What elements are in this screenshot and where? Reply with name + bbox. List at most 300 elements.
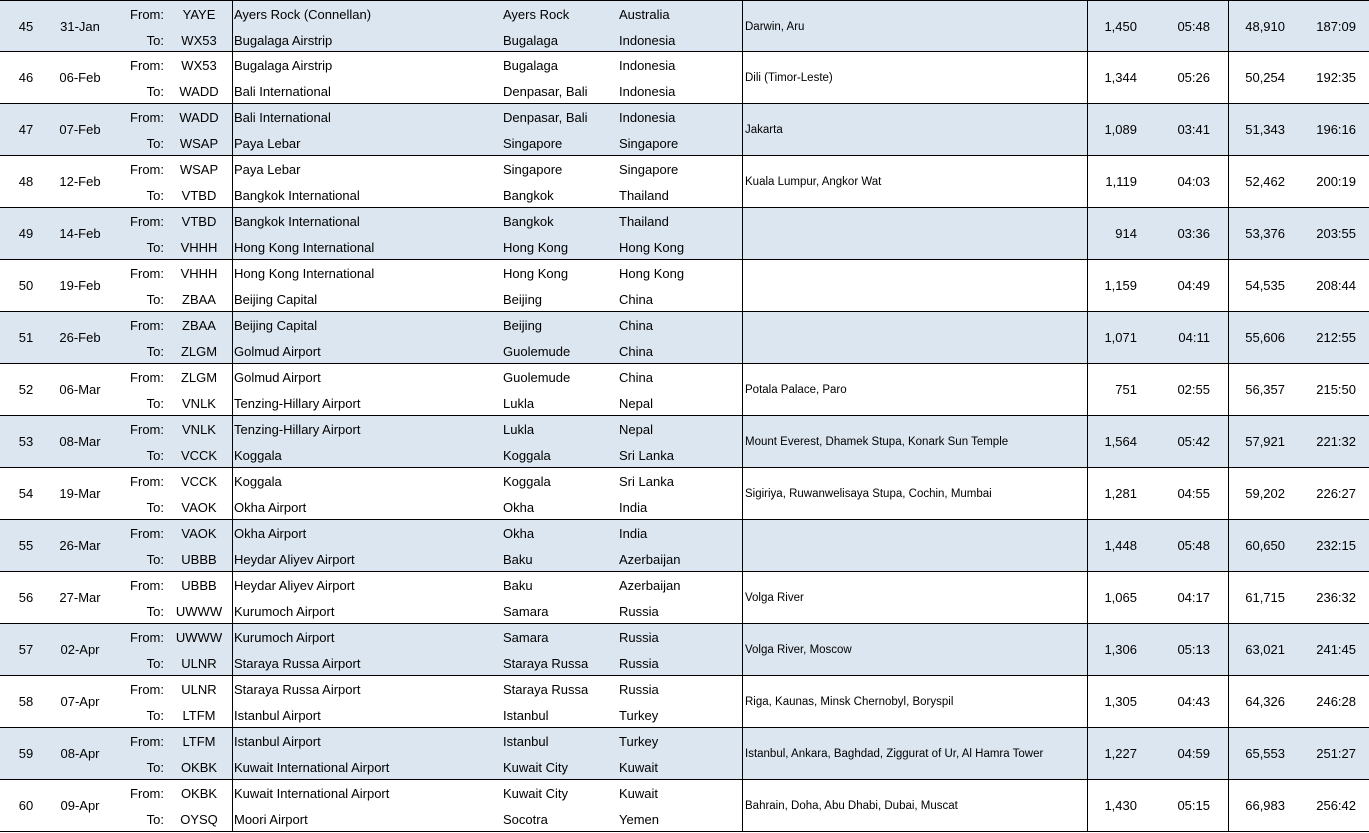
to-icao-code: ULNR: [181, 656, 217, 671]
sights-en-route: Riga, Kaunas, Minsk Chernobyl, Boryspil: [745, 696, 954, 708]
to-country: Russia: [619, 604, 659, 619]
from-airport-name: Heydar Aliyev Airport: [234, 578, 355, 593]
leg-time: 04:43: [1177, 694, 1210, 709]
total-time: 215:50: [1316, 382, 1356, 397]
from-icao-code: YAYE: [182, 7, 216, 22]
sights-en-route: Bahrain, Doha, Abu Dhabi, Dubai, Muscat: [745, 800, 958, 812]
column-divider: [1087, 572, 1088, 623]
to-airport-name: Istanbul Airport: [234, 708, 321, 723]
leg-distance: 1,281: [1104, 486, 1137, 501]
total-time: 187:09: [1316, 19, 1356, 34]
from-icao-code: WSAP: [179, 162, 219, 177]
leg-distance: 1,305: [1104, 694, 1137, 709]
from-label: From:: [130, 474, 164, 489]
column-divider: [1087, 416, 1088, 467]
column-divider: [232, 520, 233, 571]
leg-date: 08-Mar: [59, 434, 101, 449]
column-divider: [742, 728, 743, 779]
from-airport-name: Tenzing-Hillary Airport: [234, 422, 361, 437]
column-divider: [232, 312, 233, 363]
from-airport-name: Staraya Russa Airport: [234, 682, 361, 697]
to-icao-code: ZBAA: [182, 292, 216, 307]
total-time: 256:42: [1316, 798, 1356, 813]
total-distance: 65,553: [1245, 746, 1285, 761]
from-label: From:: [130, 318, 164, 333]
from-icao-code: OKBK: [180, 786, 218, 801]
to-country: Sri Lanka: [619, 448, 674, 463]
from-icao-code: VAOK: [181, 526, 217, 541]
column-divider: [742, 624, 743, 675]
leg-time: 04:17: [1177, 590, 1210, 605]
total-distance: 54,535: [1245, 278, 1285, 293]
leg-number: 53: [18, 434, 34, 449]
leg-date: 26-Mar: [59, 538, 101, 553]
from-label: From:: [130, 58, 164, 73]
from-country: Indonesia: [619, 58, 676, 73]
to-airport-name: Kurumoch Airport: [234, 604, 335, 619]
to-city: Baku: [503, 552, 533, 567]
from-airport-name: Kuwait International Airport: [234, 786, 390, 801]
from-airport-name: Ayers Rock (Connellan): [234, 7, 372, 22]
total-time: 192:35: [1316, 70, 1356, 85]
leg-number: 55: [18, 538, 34, 553]
to-airport-name: Moori Airport: [234, 812, 308, 827]
leg-time: 04:55: [1177, 486, 1210, 501]
table-row: [0, 728, 1369, 780]
from-icao-code: WX53: [181, 58, 217, 73]
table-row: [0, 364, 1369, 416]
from-city: Bangkok: [503, 214, 554, 229]
total-time: 196:16: [1316, 122, 1356, 137]
to-country: Hong Kong: [619, 240, 685, 255]
column-divider: [742, 780, 743, 831]
leg-number: 52: [18, 382, 34, 397]
table-row: [0, 104, 1369, 156]
leg-distance: 1,448: [1104, 538, 1137, 553]
leg-date: 06-Feb: [59, 70, 101, 85]
from-label: From:: [130, 734, 164, 749]
total-distance: 52,462: [1245, 174, 1285, 189]
column-divider: [232, 1, 233, 51]
to-label: To:: [146, 604, 164, 619]
to-label: To:: [146, 84, 164, 99]
to-city: Koggala: [503, 448, 551, 463]
from-country: Kuwait: [619, 786, 659, 801]
from-country: Azerbaijan: [619, 578, 681, 593]
from-city: Bugalaga: [503, 58, 558, 73]
to-icao-code: OYSQ: [180, 812, 218, 827]
sights-en-route: Volga River, Moscow: [745, 644, 852, 656]
column-divider: [742, 52, 743, 103]
column-divider: [742, 104, 743, 155]
from-city: Staraya Russa: [503, 682, 589, 697]
from-airport-name: Bugalaga Airstrip: [234, 58, 333, 73]
leg-time: 03:41: [1177, 122, 1210, 137]
column-divider: [232, 624, 233, 675]
column-divider: [232, 416, 233, 467]
to-label: To:: [146, 760, 164, 775]
from-city: Beijing: [503, 318, 543, 333]
total-distance: 59,202: [1245, 486, 1285, 501]
leg-distance: 751: [1115, 382, 1137, 397]
to-label: To:: [146, 292, 164, 307]
to-city: Socotra: [503, 812, 548, 827]
table-row: [0, 624, 1369, 676]
to-airport-name: Bugalaga Airstrip: [234, 33, 333, 48]
from-city: Kuwait City: [503, 786, 569, 801]
column-divider: [232, 104, 233, 155]
leg-distance: 1,159: [1104, 278, 1137, 293]
to-city: Singapore: [503, 136, 563, 151]
leg-date: 14-Feb: [59, 226, 101, 241]
column-divider: [232, 728, 233, 779]
to-country: India: [619, 500, 648, 515]
to-icao-code: WX53: [181, 33, 217, 48]
column-divider: [1087, 104, 1088, 155]
to-airport-name: Paya Lebar: [234, 136, 301, 151]
leg-date: 08-Apr: [60, 746, 100, 761]
sights-en-route: Darwin, Aru: [745, 21, 805, 33]
from-icao-code: ULNR: [181, 682, 217, 697]
total-distance: 61,715: [1245, 590, 1285, 605]
to-country: Indonesia: [619, 84, 676, 99]
to-city: Hong Kong: [503, 240, 569, 255]
from-label: From:: [130, 682, 164, 697]
from-label: From:: [130, 7, 164, 22]
to-country: Nepal: [619, 396, 653, 411]
from-icao-code: LTFM: [182, 734, 216, 749]
column-divider: [1087, 780, 1088, 831]
to-label: To:: [146, 812, 164, 827]
to-icao-code: ZLGM: [180, 344, 218, 359]
from-city: Okha: [503, 526, 535, 541]
to-city: Denpasar, Bali: [503, 84, 588, 99]
leg-number: 50: [18, 278, 34, 293]
from-airport-name: Paya Lebar: [234, 162, 301, 177]
from-label: From:: [130, 370, 164, 385]
leg-time: 04:11: [1178, 330, 1210, 345]
total-distance: 57,921: [1245, 434, 1285, 449]
total-time: 232:15: [1316, 538, 1356, 553]
to-airport-name: Okha Airport: [234, 500, 307, 515]
from-city: Lukla: [503, 422, 535, 437]
column-divider: [1087, 156, 1088, 207]
from-country: Sri Lanka: [619, 474, 674, 489]
sights-en-route: Sigiriya, Ruwanwelisaya Stupa, Cochin, Mumbai: [745, 488, 992, 500]
to-icao-code: LTFM: [182, 708, 216, 723]
from-icao-code: VNLK: [182, 422, 216, 437]
leg-number: 47: [18, 122, 34, 137]
column-divider: [742, 260, 743, 311]
table-row: [0, 780, 1369, 832]
sights-en-route: Kuala Lumpur, Angkor Wat: [745, 176, 882, 188]
from-airport-name: Kurumoch Airport: [234, 630, 335, 645]
to-country: Singapore: [619, 136, 679, 151]
from-airport-name: Bali International: [234, 110, 331, 125]
column-divider: [232, 260, 233, 311]
table-row: [0, 260, 1369, 312]
from-icao-code: ZLGM: [180, 370, 218, 385]
column-divider: [1087, 312, 1088, 363]
column-divider: [1087, 260, 1088, 311]
total-time: 203:55: [1316, 226, 1356, 241]
to-icao-code: VTBD: [181, 188, 217, 203]
total-time: 221:32: [1316, 434, 1356, 449]
leg-distance: 1,089: [1104, 122, 1137, 137]
leg-distance: 1,065: [1104, 590, 1137, 605]
table-row: [0, 416, 1369, 468]
to-city: Bugalaga: [503, 33, 558, 48]
from-country: Indonesia: [619, 110, 676, 125]
column-divider: [232, 676, 233, 727]
from-city: Singapore: [503, 162, 563, 177]
to-city: Staraya Russa: [503, 656, 589, 671]
from-label: From:: [130, 422, 164, 437]
leg-number: 59: [18, 746, 34, 761]
leg-number: 49: [18, 226, 34, 241]
total-time: 208:44: [1316, 278, 1356, 293]
to-label: To:: [146, 396, 164, 411]
to-label: To:: [146, 240, 164, 255]
column-divider: [742, 156, 743, 207]
table-row: [0, 676, 1369, 728]
leg-date: 07-Feb: [59, 122, 101, 137]
to-airport-name: Koggala: [234, 448, 282, 463]
sights-en-route: Dili (Timor-Leste): [745, 72, 833, 84]
leg-date: 02-Apr: [60, 642, 100, 657]
to-city: Beijing: [503, 292, 543, 307]
column-divider: [232, 780, 233, 831]
total-distance: 64,326: [1245, 694, 1285, 709]
to-airport-name: Kuwait International Airport: [234, 760, 390, 775]
table-row: [0, 520, 1369, 572]
from-label: From:: [130, 214, 164, 229]
column-divider: [742, 364, 743, 415]
table-row: [0, 312, 1369, 364]
sights-en-route: Jakarta: [745, 124, 783, 136]
to-label: To:: [146, 656, 164, 671]
column-divider: [232, 208, 233, 259]
to-label: To:: [146, 344, 164, 359]
to-icao-code: OKBK: [180, 760, 218, 775]
sights-en-route: Istanbul, Ankara, Baghdad, Ziggurat of Ur, Al Hamra Tower: [745, 748, 1044, 760]
to-city: Lukla: [503, 396, 535, 411]
table-row: [0, 572, 1369, 624]
column-divider: [232, 52, 233, 103]
from-icao-code: UBBB: [181, 578, 217, 593]
from-airport-name: Istanbul Airport: [234, 734, 321, 749]
from-airport-name: Okha Airport: [234, 526, 307, 541]
from-icao-code: VHHH: [180, 266, 218, 281]
from-country: Russia: [619, 630, 659, 645]
to-label: To:: [146, 708, 164, 723]
column-divider: [232, 572, 233, 623]
column-divider: [1087, 1, 1088, 51]
from-city: Ayers Rock: [503, 7, 570, 22]
from-city: Baku: [503, 578, 533, 593]
leg-date: 26-Feb: [59, 330, 101, 345]
column-divider: [1087, 624, 1088, 675]
from-label: From:: [130, 578, 164, 593]
from-country: Singapore: [619, 162, 679, 177]
from-country: China: [619, 370, 653, 385]
from-country: Russia: [619, 682, 659, 697]
column-divider: [1087, 468, 1088, 519]
to-icao-code: WADD: [179, 84, 219, 99]
total-time: 241:45: [1316, 642, 1356, 657]
to-airport-name: Tenzing-Hillary Airport: [234, 396, 361, 411]
leg-time: 04:49: [1177, 278, 1210, 293]
leg-distance: 1,430: [1104, 798, 1137, 813]
table-row: [0, 468, 1369, 520]
total-distance: 55,606: [1245, 330, 1285, 345]
from-icao-code: UWWW: [175, 630, 223, 645]
total-distance: 60,650: [1245, 538, 1285, 553]
to-country: Russia: [619, 656, 659, 671]
to-airport-name: Staraya Russa Airport: [234, 656, 361, 671]
from-icao-code: ZBAA: [182, 318, 216, 333]
leg-number: 51: [18, 330, 34, 345]
column-divider: [1087, 676, 1088, 727]
from-city: Samara: [503, 630, 549, 645]
to-airport-name: Heydar Aliyev Airport: [234, 552, 355, 567]
to-airport-name: Hong Kong International: [234, 240, 375, 255]
leg-distance: 914: [1115, 226, 1137, 241]
column-divider: [742, 468, 743, 519]
to-icao-code: VAOK: [181, 500, 217, 515]
from-country: Australia: [619, 7, 670, 22]
to-icao-code: VCCK: [180, 448, 218, 463]
leg-distance: 1,450: [1104, 19, 1137, 34]
from-airport-name: Beijing Capital: [234, 318, 318, 333]
leg-number: 58: [18, 694, 34, 709]
to-country: Indonesia: [619, 33, 676, 48]
leg-number: 60: [18, 798, 34, 813]
total-distance: 51,343: [1245, 122, 1285, 137]
leg-number: 46: [18, 70, 34, 85]
leg-distance: 1,344: [1104, 70, 1137, 85]
from-city: Guolemude: [503, 370, 571, 385]
from-city: Hong Kong: [503, 266, 569, 281]
leg-time: 05:48: [1177, 538, 1210, 553]
column-divider: [1087, 364, 1088, 415]
to-airport-name: Golmud Airport: [234, 344, 321, 359]
from-city: Koggala: [503, 474, 551, 489]
leg-distance: 1,227: [1104, 746, 1137, 761]
to-country: China: [619, 344, 653, 359]
from-airport-name: Bangkok International: [234, 214, 360, 229]
leg-time: 05:48: [1177, 19, 1210, 34]
total-distance: 56,357: [1245, 382, 1285, 397]
to-icao-code: WSAP: [179, 136, 219, 151]
from-country: Hong Kong: [619, 266, 685, 281]
leg-time: 05:42: [1177, 434, 1210, 449]
from-label: From:: [130, 110, 164, 125]
total-distance: 50,254: [1245, 70, 1285, 85]
total-time: 212:55: [1316, 330, 1356, 345]
to-country: Thailand: [619, 188, 669, 203]
to-country: Yemen: [619, 812, 659, 827]
table-row: [0, 52, 1369, 104]
sights-en-route: Mount Everest, Dhamek Stupa, Konark Sun Temple: [745, 436, 1009, 448]
to-label: To:: [146, 188, 164, 203]
total-distance: 48,910: [1245, 19, 1285, 34]
leg-number: 56: [18, 590, 34, 605]
from-country: Thailand: [619, 214, 669, 229]
from-country: India: [619, 526, 648, 541]
leg-date: 19-Feb: [59, 278, 101, 293]
to-label: To:: [146, 33, 164, 48]
from-country: Nepal: [619, 422, 653, 437]
leg-date: 27-Mar: [59, 590, 101, 605]
sights-en-route: Potala Palace, Paro: [745, 384, 847, 396]
to-icao-code: VHHH: [180, 240, 218, 255]
leg-distance: 1,071: [1104, 330, 1137, 345]
to-country: Azerbaijan: [619, 552, 681, 567]
leg-distance: 1,306: [1104, 642, 1137, 657]
to-country: Kuwait: [619, 760, 659, 775]
column-divider: [742, 572, 743, 623]
leg-time: 05:13: [1177, 642, 1210, 657]
leg-date: 07-Apr: [60, 694, 100, 709]
from-label: From:: [130, 786, 164, 801]
to-city: Bangkok: [503, 188, 554, 203]
to-icao-code: UBBB: [181, 552, 217, 567]
total-time: 236:32: [1316, 590, 1356, 605]
leg-distance: 1,564: [1104, 434, 1137, 449]
sights-en-route: Volga River: [745, 592, 804, 604]
leg-date: 31-Jan: [60, 19, 100, 34]
column-divider: [232, 156, 233, 207]
to-icao-code: VNLK: [182, 396, 216, 411]
column-divider: [1087, 728, 1088, 779]
to-city: Okha: [503, 500, 535, 515]
from-city: Denpasar, Bali: [503, 110, 588, 125]
leg-date: 09-Apr: [60, 798, 100, 813]
to-city: Kuwait City: [503, 760, 569, 775]
from-airport-name: Hong Kong International: [234, 266, 375, 281]
to-city: Istanbul: [503, 708, 549, 723]
table-row: [0, 0, 1369, 52]
from-icao-code: WADD: [179, 110, 219, 125]
table-row: [0, 156, 1369, 208]
to-icao-code: UWWW: [175, 604, 223, 619]
to-label: To:: [146, 500, 164, 515]
leg-time: 02:55: [1177, 382, 1210, 397]
to-airport-name: Bangkok International: [234, 188, 360, 203]
from-icao-code: VTBD: [181, 214, 217, 229]
column-divider: [1087, 52, 1088, 103]
to-label: To:: [146, 552, 164, 567]
leg-time: 05:26: [1177, 70, 1210, 85]
column-divider: [742, 416, 743, 467]
column-divider: [1087, 208, 1088, 259]
from-country: Turkey: [619, 734, 659, 749]
leg-distance: 1,119: [1105, 174, 1137, 189]
leg-number: 45: [18, 19, 34, 34]
total-time: 200:19: [1316, 174, 1356, 189]
total-time: 226:27: [1316, 486, 1356, 501]
leg-time: 04:03: [1177, 174, 1210, 189]
from-label: From:: [130, 162, 164, 177]
leg-number: 48: [18, 174, 34, 189]
from-label: From:: [130, 266, 164, 281]
leg-number: 54: [18, 486, 34, 501]
from-label: From:: [130, 526, 164, 541]
table-row: [0, 208, 1369, 260]
column-divider: [742, 312, 743, 363]
leg-date: 12-Feb: [59, 174, 101, 189]
